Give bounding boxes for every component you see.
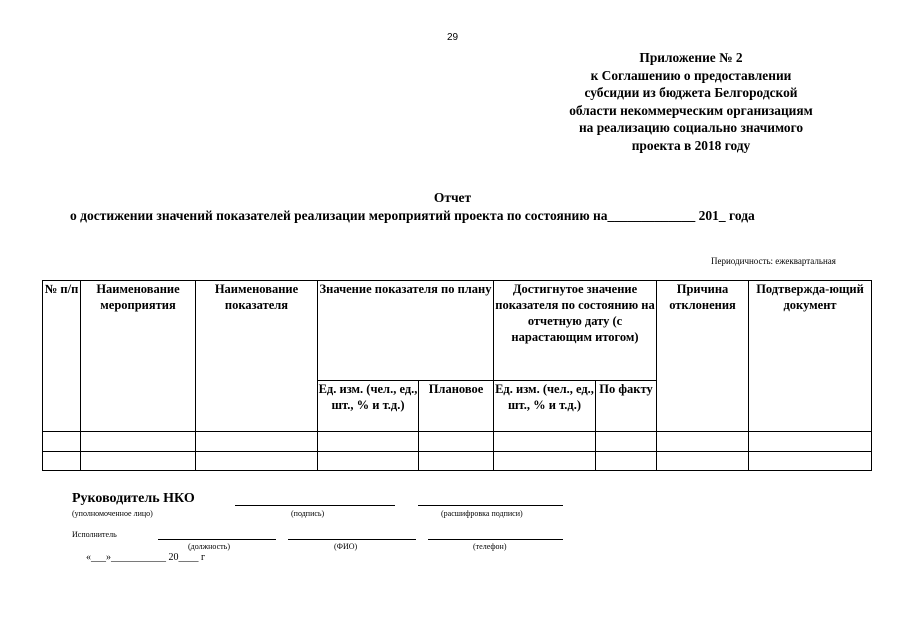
signature-line [235,505,395,506]
appendix-line: на реализацию социально значимого [578,120,804,135]
table-cell [657,432,749,452]
table-row [43,452,872,471]
appendix-line: проекта в 2018 году [631,137,751,153]
subheader-plan-unit: Ед. изм. (чел., ед., шт., % и т.д.) [318,381,419,432]
header-reason: Причина отклонения [657,281,749,432]
subheader-plan-planned: Плановое [419,381,494,432]
appendix-line: области некоммерческим организациям [569,102,813,118]
table-cell [596,432,657,452]
periodicity-note: Периодичность: ежеквартальная [711,256,836,266]
table-cell [419,452,494,471]
report-table [42,280,872,471]
table-cell [419,432,494,452]
appendix-line: Приложение № 2 [639,50,743,65]
subheader-fact-unit: Ед. изм. (чел., ед., шт., % и т.д.) [494,381,596,432]
signature-title: Руководитель НКО [72,491,195,506]
table-cell [657,452,749,471]
caption-authorized: (уполномоченное лицо) [72,509,153,518]
table-cell [196,432,318,452]
header-num: № п/п [43,281,81,432]
subheader-fact-actual: По факту [596,381,657,432]
table-row [43,432,872,452]
table-cell [596,452,657,471]
position-line [158,539,276,540]
header-achieved-value: Достигнутое значение показателя по состоянию на отчетную дату (с нарастающим итогом) [494,281,657,381]
caption-phone: (телефон) [473,542,507,551]
caption-signature: (подпись) [291,509,325,518]
report-title: Отчет [433,190,472,205]
header-document: Подтвержда-ющий документ [749,281,872,432]
table-cell [81,432,196,452]
fio-line [288,539,416,540]
caption-position: (должность) [188,542,230,551]
table-cell [196,452,318,471]
date-line: «___»___________ 20____ г [86,552,206,563]
table-cell [43,432,81,452]
decoding-line [418,505,563,506]
table-cell [749,452,872,471]
table-cell [81,452,196,471]
appendix-header [560,49,822,154]
page-number: 29 [446,32,459,43]
header-event-name: Наименование мероприятия [81,281,196,432]
executor-label: Исполнитель [72,530,117,539]
header-plan-value: Значение показателя по плану [318,281,494,381]
report-subtitle: о достижении значений показателей реализации мероприятий проекта по состоянию на_____________ 201_ года [70,208,755,223]
phone-line [428,539,563,540]
caption-fio: (ФИО) [334,542,358,551]
table-cell [318,432,419,452]
appendix-line: субсидии из бюджета Белгородской [584,85,798,100]
table-cell [494,432,596,452]
table-cell [43,452,81,471]
table-cell [494,452,596,471]
appendix-line: к Соглашению о предоставлении [590,67,792,83]
table-cell [318,452,419,471]
table-cell [749,432,872,452]
caption-decoding: (расшифровка подписи) [441,509,523,518]
header-indicator-name: Наименование показателя [196,281,318,432]
